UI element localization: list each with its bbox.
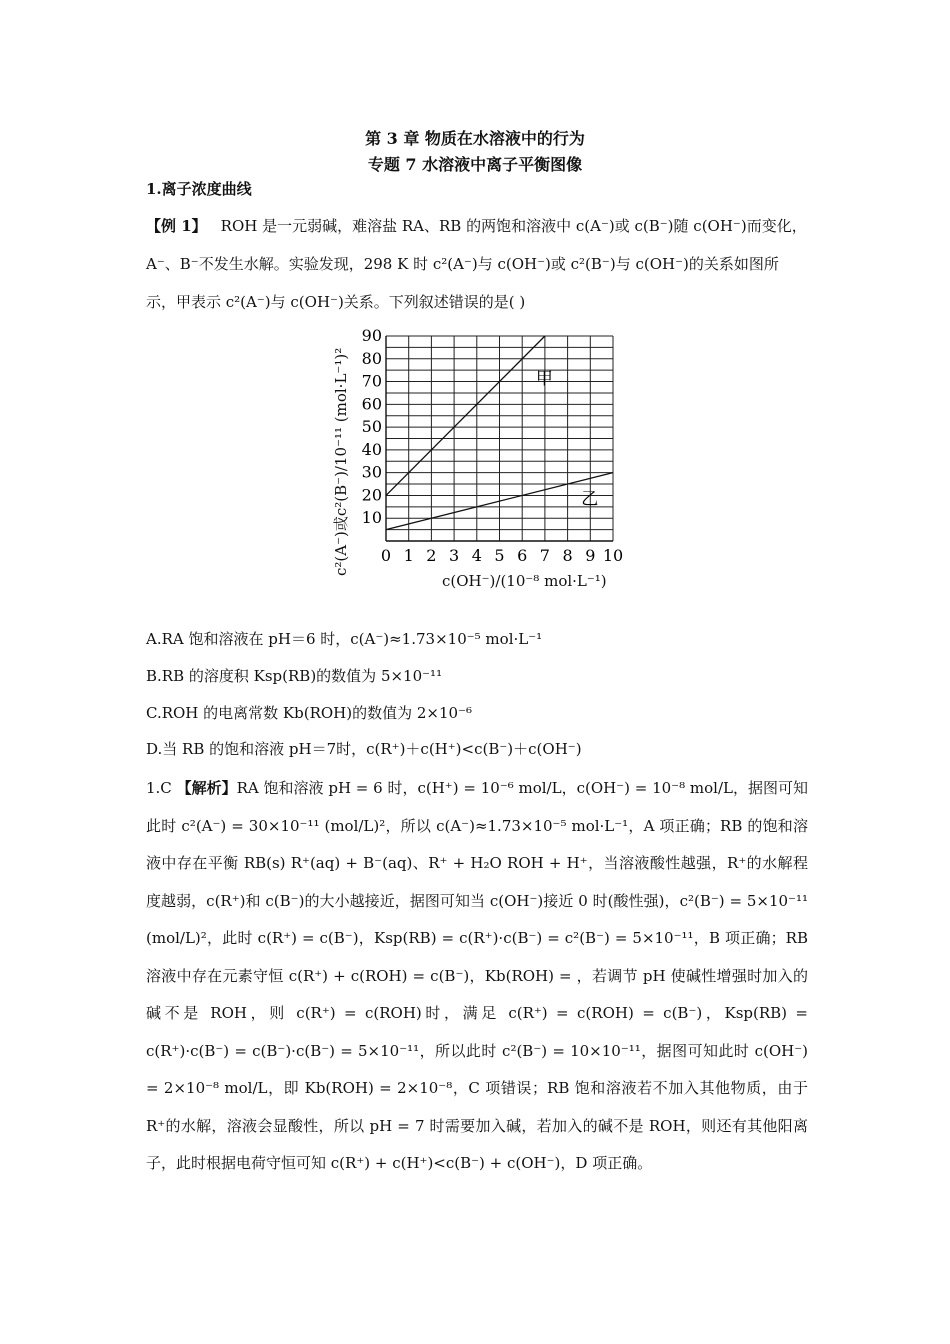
x-tick-label: 1: [403, 546, 414, 565]
answer-text: RA 饱和溶液 pH = 6 时，c(H⁺) = 10⁻⁶ mol/L，c(OH⁻) = 10⁻⁸ mol/L，据图可知此时 c²(A⁻) = 30×10⁻¹¹ (mol/L)²，所以 c(A⁻)≈1.73×10⁻⁵ mol·L⁻¹，A 项正确；RB 的饱和溶液中存在平衡 RB(s) R⁺(aq) + B⁻(aq)、R⁺ + H₂O ROH + H⁺，当溶液酸性越强，R⁺的水解程度越弱，c(R⁺)和 c(B⁻)的大小越接近，据图可知当 c(OH⁻)接近 0 时(酸性强)，c²(B⁻) = 5×10⁻¹¹ (mol/L)²，此时 c(R⁺) = c(B⁻)，Ksp(RB) = c(R⁺)·c(B⁻) = c²(B⁻) = 5×10⁻¹¹，B 项正确；RB 溶液中存在元素守恒 c(R⁺) + c(ROH) = c(B⁻)，Kb(ROH) = ，若调节 pH 使碱性增强时加入的碱不是 ROH，则 c(R⁺) = c(ROH)时，满足 c(R⁺) = c(ROH) = c(B⁻)，Ksp(RB) = c(R⁺)·c(B⁻) = c(B⁻)·c(B⁻) = 5×10⁻¹¹，所以此时 c²(B⁻) = 10×10⁻¹¹，据图可知此时 c(OH⁻) = 2×10⁻⁸ mol/L，即 Kb(ROH) = 2×10⁻⁸，C 项错误；RB 饱和溶液若不加入其他物质，由于 R⁺的水解，溶液会显酸性，所以 pH = 7 时需要加入碱，若加入的碱不是 ROH，则还有其他阳离子，此时根据电荷守恒可知 c(R⁺) + c(H⁺)<c(B⁻) + c(OH⁻)，D 项正确。: [146, 779, 808, 1172]
x-tick-label: 7: [539, 546, 550, 565]
question-text: ROH 是一元弱碱，难溶盐 RA、RB 的两饱和溶液中 c(A⁻)或 c(B⁻)随 c(OH⁻)而变化，A⁻、B⁻不发生水解。实验发现，298 K 时 c²(A⁻)与 c(OH⁻)或 c²(B⁻)与 c(OH⁻)的关系如图所示，甲表示 c²(A⁻)与 c(OH⁻)关系。下列叙述错误的是( ): [146, 217, 807, 311]
y-tick-label: 40: [361, 439, 382, 459]
x-tick-label: 9: [585, 546, 596, 565]
x-tick-label: 2: [426, 546, 437, 565]
y-tick-label: 50: [361, 417, 382, 437]
x-tick-label: 5: [494, 546, 505, 565]
answer-head: 1.C: [146, 779, 177, 797]
y-tick-label: 20: [361, 485, 382, 505]
x-axis-label: c(OH⁻)/(10⁻⁸ mol·L⁻¹): [442, 572, 607, 590]
answer-explanation: [146, 770, 808, 1183]
series-label-1: 甲: [535, 368, 553, 389]
y-tick-label: 90: [361, 326, 382, 345]
y-axis-label: c²(A⁻)或c²(B⁻)/10⁻¹¹ (mol·L⁻¹)²: [332, 347, 350, 576]
y-tick-label: 80: [361, 348, 382, 368]
answer-tag: 【解析】: [176, 779, 237, 797]
chart: [318, 324, 638, 594]
option-b: B.RB 的溶度积 Ksp(RB)的数值为 5×10⁻¹¹: [146, 667, 443, 685]
chart-svg: [318, 324, 638, 594]
option-a: A.RA 饱和溶液在 pH＝6 时，c(A⁻)≈1.73×10⁻⁵ mol·L⁻¹: [146, 630, 543, 648]
chapter-title: 第 3 章 物质在水溶液中的行为: [365, 129, 585, 148]
x-tick-label: 4: [471, 546, 482, 565]
series-label-2: 乙: [581, 489, 599, 510]
option-c: C.ROH 的电离常数 Kb(ROH)的数值为 2×10⁻⁶: [146, 704, 473, 722]
topic-title: 专题 7 水溶液中离子平衡图像: [367, 155, 583, 174]
y-tick-label: 70: [361, 371, 382, 391]
x-tick-label: 6: [517, 546, 528, 565]
x-tick-label: 3: [449, 546, 460, 565]
x-tick-label: 10: [602, 546, 624, 565]
section-heading: 1.离子浓度曲线: [146, 180, 252, 198]
x-tick-label: 0: [380, 546, 392, 565]
x-tick-label: 8: [562, 546, 573, 565]
y-tick-label: 60: [361, 394, 382, 414]
y-tick-label: 10: [361, 508, 382, 528]
question-label: 【例 1】: [146, 217, 207, 235]
y-tick-label: 30: [361, 462, 382, 482]
question-stem: [146, 207, 808, 321]
option-d: D.当 RB 的饱和溶液 pH＝7时，c(R⁺)＋c(H⁺)<c(B⁻)＋c(OH⁻): [146, 740, 582, 758]
